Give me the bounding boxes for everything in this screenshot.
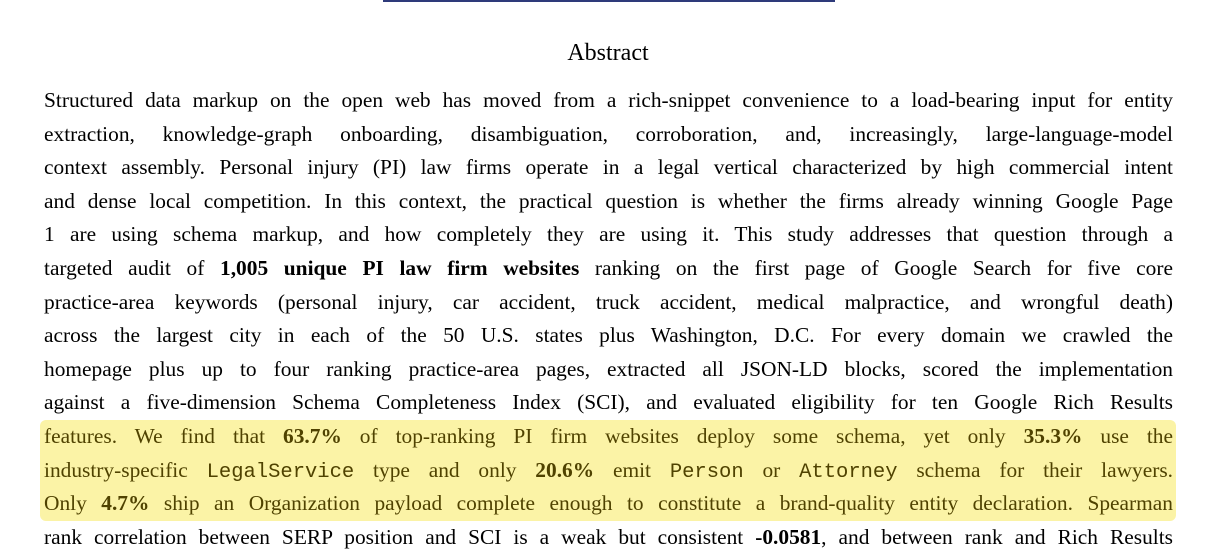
stat-value: 20.6%	[535, 457, 595, 482]
abstract-line: practice-area keywords (personal injury, car accident, truck accident, medical malpractice, and wrongful death)	[44, 289, 1173, 314]
abstract-line: 1 are using schema markup, and how completely they are using it. This study addresses that question through a	[44, 222, 1173, 247]
abstract-line: rank correlation between SERP position and SCI is a weak but consistent -0.0581, and between rank and Rich Results	[44, 524, 1173, 549]
stat-value: 4.7%	[101, 491, 150, 516]
abstract-line: Structured data markup on the open web has moved from a rich-snippet convenience to a load-bearing input for entity	[44, 88, 1173, 112]
code-term: Attorney	[799, 460, 898, 484]
abstract-body	[44, 84, 1173, 554]
abstract-line: against a five-dimension Schema Completeness Index (SCI), and evaluated eligibility for ten Google Rich Results	[44, 390, 1173, 415]
bold-phrase: 1,005 unique PI law firm websites	[220, 255, 580, 280]
abstract-line: context assembly. Personal injury (PI) law firms operate in a legal vertical characterized by high commercial intent	[44, 155, 1173, 180]
abstract-line: targeted audit of 1,005 unique PI law firm websites ranking on the first page of Google Search for five core	[44, 255, 1173, 280]
top-rule	[383, 0, 835, 2]
stat-value: 35.3%	[1023, 423, 1083, 448]
code-term: Person	[669, 460, 744, 484]
abstract-line: across the largest city in each of the 50 U.S. states plus Washington, D.C. For every domain we crawled the	[44, 323, 1173, 348]
stat-value: -0.0581	[755, 524, 822, 549]
stat-value: 63.7%	[283, 423, 342, 448]
abstract-line: extraction, knowledge-graph onboarding, disambiguation, corroboration, and, increasingly, large-language-model	[44, 121, 1173, 146]
abstract-line: homepage plus up to four ranking practice-area pages, extracted all JSON-LD blocks, scored the implementation	[44, 356, 1173, 381]
abstract-line: and dense local competition. In this context, the practical question is whether the firms already winning Google Page	[44, 188, 1173, 213]
highlighted-line: industry-specific LegalService type and only 20.6% emit Person or Attorney schema for their lawyers.	[44, 457, 1174, 484]
abstract-heading: Abstract	[567, 40, 649, 66]
code-term: LegalService	[206, 460, 355, 484]
highlighted-line: features. We find that 63.7% of top-ranking PI firm websites deploy some schema, yet only 35.3% use the	[44, 423, 1173, 448]
highlighted-line: Only 4.7% ship an Organization payload complete enough to constitute a brand-quality entity declaration. Spearman	[44, 491, 1173, 516]
